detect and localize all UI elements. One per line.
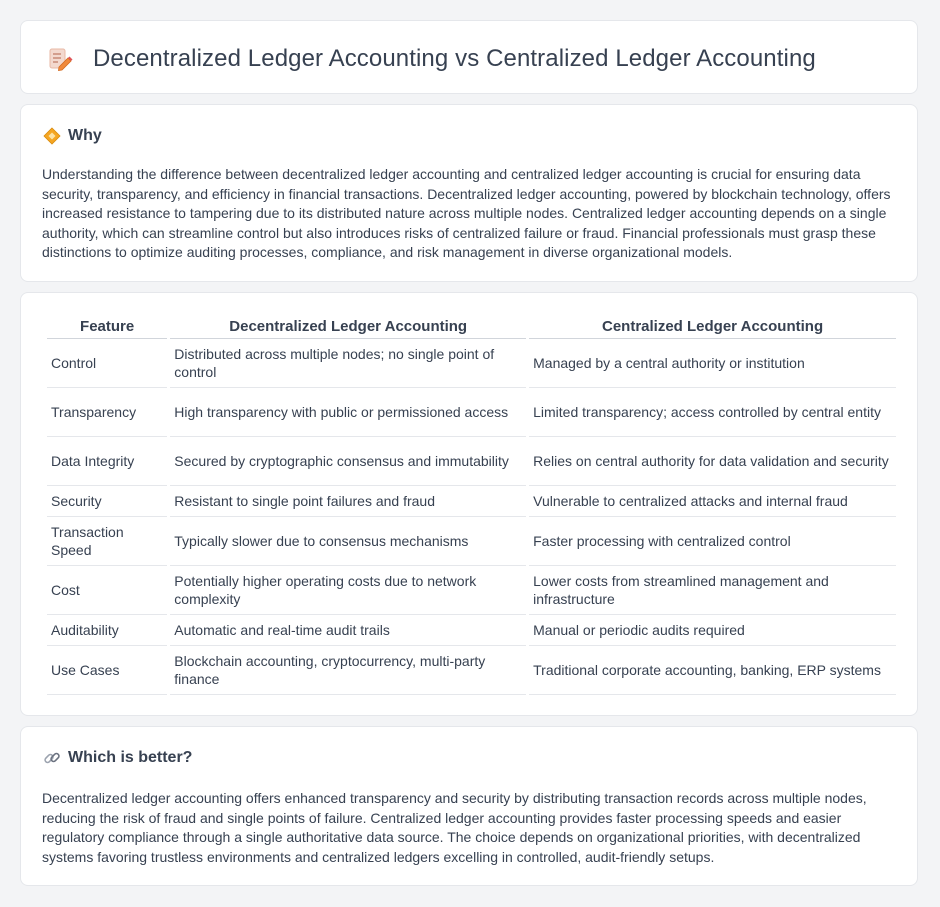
- comparison-table: [44, 316, 899, 695]
- decentralized-cell: Potentially higher operating costs due to network complexity: [170, 566, 526, 615]
- feature-cell: Data Integrity: [47, 437, 167, 486]
- better-paragraph: Decentralized ledger accounting offers enhanced transparency and security by distributing transaction records across multiple nodes, reducing the risk of fraud and single points of failure. Centralized ledger accounting provides faster processing speeds and easier regulatory compliance through a single authoritative data source. The choice depends on organizational priorities, with decentralized systems favoring trustless environments and centralized ledgers excelling in controlled, audit-friendly setups.: [42, 790, 867, 865]
- title-card: [20, 20, 918, 94]
- header-feature: Feature: [47, 316, 167, 339]
- table-row: [47, 339, 896, 388]
- link-icon: [43, 749, 61, 767]
- decentralized-cell: Automatic and real-time audit trails: [170, 615, 526, 646]
- decentralized-cell: Secured by cryptographic consensus and immutability: [170, 437, 526, 486]
- feature-cell: Transaction Speed: [47, 517, 167, 566]
- feature-cell: Security: [47, 486, 167, 517]
- centralized-cell: Limited transparency; access controlled by central entity: [529, 388, 896, 437]
- title-row: [47, 45, 816, 73]
- decentralized-cell: High transparency with public or permissioned access: [170, 388, 526, 437]
- which-is-better-section: [20, 726, 918, 886]
- decentralized-cell: Resistant to single point failures and fraud: [170, 486, 526, 517]
- document-pencil-icon: [47, 46, 73, 72]
- diamond-icon: [43, 127, 61, 145]
- feature-cell: Control: [47, 339, 167, 388]
- centralized-cell: Traditional corporate accounting, banking, ERP systems: [529, 646, 896, 695]
- page-title: Decentralized Ledger Accounting vs Centralized Ledger Accounting: [93, 45, 816, 72]
- feature-cell: Cost: [47, 566, 167, 615]
- table-row: [47, 486, 896, 517]
- centralized-cell: Lower costs from streamlined management and infrastructure: [529, 566, 896, 615]
- why-heading: Why: [68, 127, 102, 144]
- better-heading: Which is better?: [68, 749, 193, 766]
- centralized-cell: Faster processing with centralized control: [529, 517, 896, 566]
- centralized-cell: Vulnerable to centralized attacks and internal fraud: [529, 486, 896, 517]
- decentralized-cell: Typically slower due to consensus mechanisms: [170, 517, 526, 566]
- comparison-section: [20, 292, 918, 716]
- table-row: [47, 517, 896, 566]
- feature-cell: Use Cases: [47, 646, 167, 695]
- table-header-row: [47, 316, 896, 339]
- header-decentralized: Decentralized Ledger Accounting: [170, 316, 526, 339]
- decentralized-cell: Blockchain accounting, cryptocurrency, multi-party finance: [170, 646, 526, 695]
- table-row: [47, 437, 896, 486]
- centralized-cell: Relies on central authority for data validation and security: [529, 437, 896, 486]
- table-row: [47, 566, 896, 615]
- feature-cell: Auditability: [47, 615, 167, 646]
- table-row: [47, 388, 896, 437]
- table-row: [47, 646, 896, 695]
- centralized-cell: Manual or periodic audits required: [529, 615, 896, 646]
- table-row: [47, 615, 896, 646]
- centralized-cell: Managed by a central authority or institution: [529, 339, 896, 388]
- decentralized-cell: Distributed across multiple nodes; no single point of control: [170, 339, 526, 388]
- better-heading-row: [43, 749, 192, 767]
- feature-cell: Transparency: [47, 388, 167, 437]
- why-section: [20, 104, 918, 282]
- header-centralized: Centralized Ledger Accounting: [529, 316, 896, 339]
- why-paragraph: Understanding the difference between decentralized ledger accounting and centralized ledger accounting is crucial for ensuring data security, transparency, and efficiency in financial transactions. Decentralized ledger accounting, powered by blockchain technology, offers increased resistance to tampering due to its distributed nature across multiple nodes. Centralized ledger accounting depends on a single authority, which can streamline control but also introduces risks of centralized failure or fraud. Financial professionals must grasp these distinctions to optimize auditing processes, compliance, and risk management in diverse organizational models.: [42, 166, 891, 260]
- why-heading-row: [43, 127, 102, 145]
